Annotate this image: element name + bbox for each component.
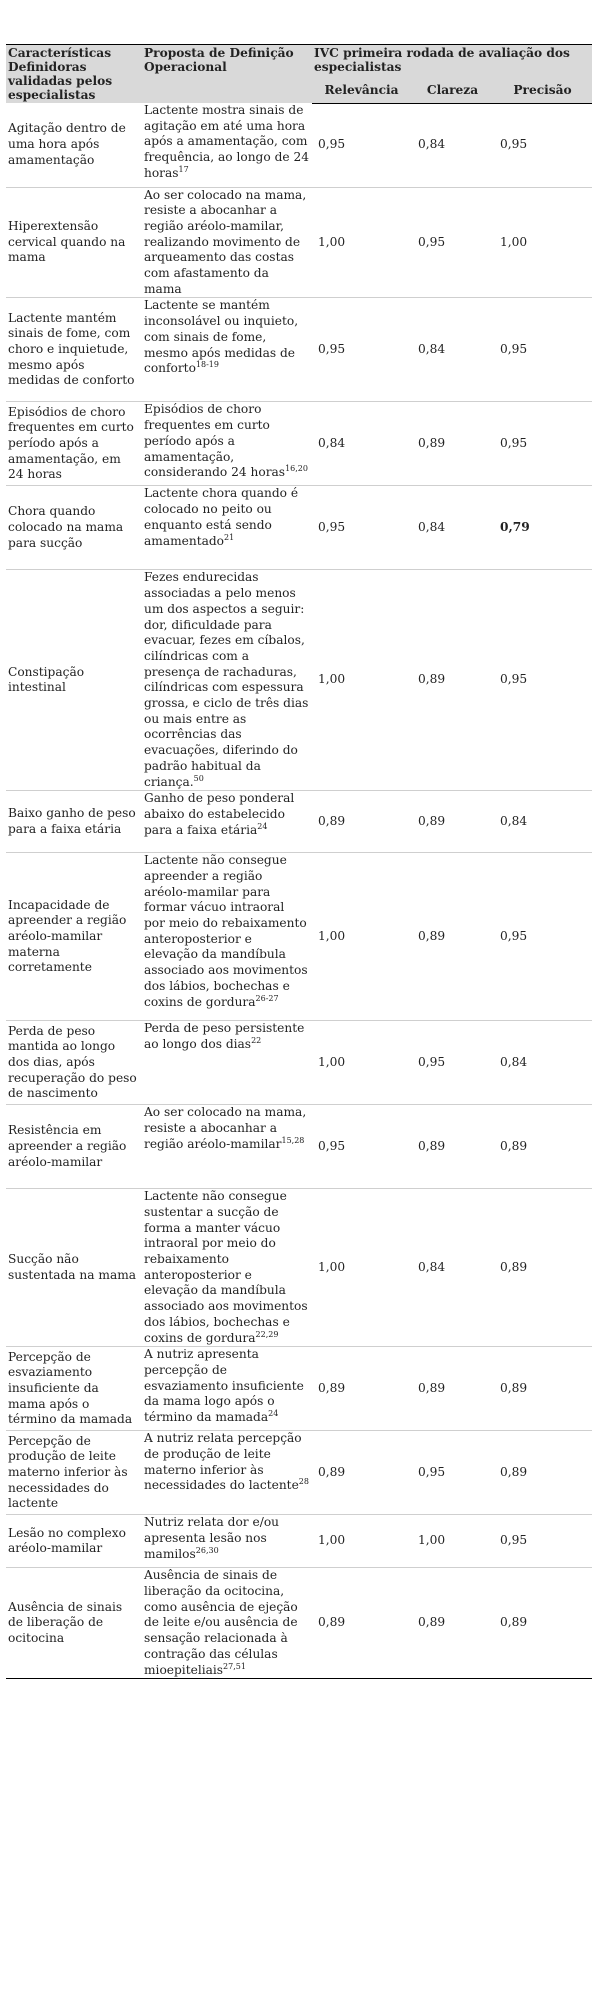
reference-superscript: 24	[268, 1409, 279, 1419]
header-clarity: Clareza	[412, 81, 494, 103]
definition-text: Lactente mostra sinais de agitação em até uma hora após a amamentação, com frequência, ao longo de 24 horas	[144, 103, 309, 180]
cell-characteristic: Resistência em apreender a região aréolo-mamilar	[6, 1105, 142, 1189]
reference-superscript: 16,20	[285, 464, 308, 474]
definition-text: Ao ser colocado na mama, resiste a abocanhar a região aréolo-mamilar, realizando movimento de arqueamento das costas com afastamento da mama	[144, 187, 307, 296]
cell-clarity: 0,89	[412, 791, 494, 853]
definition-text: A nutriz relata percepção de produção de leite materno inferior às necessidades do lactente	[144, 1431, 302, 1493]
reference-superscript: 26,30	[195, 1545, 219, 1555]
cell-relevance: 0,95	[312, 1105, 412, 1189]
table-row	[6, 1189, 592, 1347]
cell-characteristic: Incapacidade de apreender a região aréolo-mamilar materna corretamente	[6, 853, 142, 1021]
cell-relevance: 0,84	[312, 402, 412, 486]
header-characteristics: Características Definidoras validadas pelos especialistas	[6, 45, 142, 104]
cell-relevance: 1,00	[312, 1515, 412, 1568]
reference-superscript: 26-27	[255, 993, 279, 1003]
cell-characteristic: Lactente mantém sinais de fome, com choro e inquietude, mesmo após medidas de conforto	[6, 298, 142, 402]
cell-characteristic: Lesão no complexo aréolo-mamilar	[6, 1515, 142, 1568]
cell-clarity: 0,95	[412, 1021, 494, 1105]
cell-clarity: 0,89	[412, 853, 494, 1021]
cell-definition	[142, 1347, 312, 1431]
cell-relevance: 1,00	[312, 1021, 412, 1105]
reference-superscript: 22,29	[255, 1329, 279, 1339]
cell-precision: 0,89	[494, 1347, 592, 1431]
reference-superscript: 50	[193, 773, 204, 783]
reference-superscript: 18-19	[195, 360, 219, 370]
cell-definition	[142, 486, 312, 570]
reference-superscript: 22	[251, 1035, 262, 1045]
cell-relevance: 1,00	[312, 853, 412, 1021]
cell-clarity: 0,84	[412, 1189, 494, 1347]
ivc-table-container	[6, 44, 592, 1679]
cell-relevance: 0,95	[312, 103, 412, 187]
cell-characteristic: Episódios de choro frequentes em curto período após a amamentação, em 24 horas	[6, 402, 142, 486]
cell-relevance: 1,00	[312, 187, 412, 298]
cell-definition	[142, 1105, 312, 1189]
table-row	[6, 1431, 592, 1515]
table-row	[6, 298, 592, 402]
table-row	[6, 486, 592, 570]
cell-characteristic: Perda de peso mantida ao longo dos dias, após recuperação do peso de nascimento	[6, 1021, 142, 1105]
definition-text: Perda de peso persistente ao longo dos dias	[144, 1021, 305, 1051]
cell-definition	[142, 1021, 312, 1105]
definition-text: Fezes endurecidas associadas a pelo menos um dos aspectos a seguir: dor, dificuldade para evacuar, fezes em cíbalos, cilíndricas com a presença de rachaduras, cilíndricas com espessura grossa, e ciclo de três dias ou mais entre as ocorrências das evacuações, diferindo do padrão habitual da criança.	[144, 570, 309, 789]
cell-definition	[142, 402, 312, 486]
cell-relevance: 0,95	[312, 486, 412, 570]
cell-precision: 0,95	[494, 402, 592, 486]
definition-text: Nutriz relata dor e/ou apresenta lesão nos mamilos	[144, 1515, 280, 1561]
cell-definition	[142, 298, 312, 402]
cell-precision: 0,89	[494, 1568, 592, 1679]
table-row	[6, 1105, 592, 1189]
table-row	[6, 103, 592, 187]
cell-definition	[142, 791, 312, 853]
cell-relevance: 0,89	[312, 1568, 412, 1679]
header-relevance: Relevância	[312, 81, 412, 103]
cell-clarity: 0,89	[412, 1347, 494, 1431]
cell-precision: 0,95	[494, 103, 592, 187]
cell-clarity: 0,95	[412, 1431, 494, 1515]
reference-superscript: 17	[178, 164, 189, 174]
cell-characteristic: Ausência de sinais de liberação de ocitocina	[6, 1568, 142, 1679]
reference-superscript: 24	[257, 821, 268, 831]
cell-definition	[142, 570, 312, 791]
table-row	[6, 1568, 592, 1679]
table-row	[6, 1347, 592, 1431]
definition-text: Episódios de choro frequentes em curto período após a amamentação, considerando 24 horas	[144, 402, 286, 480]
table-row	[6, 1515, 592, 1568]
definition-text: Ganho de peso ponderal abaixo do estabelecido para a faixa etária	[144, 791, 295, 837]
cell-characteristic: Chora quando colocado na mama para sucção	[6, 486, 142, 570]
cell-precision: 0,89	[494, 1189, 592, 1347]
cell-precision: 0,95	[494, 298, 592, 402]
cell-precision: 0,95	[494, 853, 592, 1021]
cell-definition	[142, 187, 312, 298]
definition-text: Lactente não consegue sustentar a sucção de forma a manter vácuo intraoral por meio do rebaixamento anteroposterior e elevação da mandíbula associado aos movimentos dos lábios, bochechas e coxins de gordura	[144, 1189, 308, 1345]
cell-characteristic: Percepção de produção de leite materno inferior às necessidades do lactente	[6, 1431, 142, 1515]
table-body	[6, 103, 592, 1679]
cell-definition	[142, 1189, 312, 1347]
cell-relevance: 1,00	[312, 1189, 412, 1347]
cell-definition	[142, 103, 312, 187]
cell-relevance: 0,95	[312, 298, 412, 402]
cell-precision: 0,89	[494, 1105, 592, 1189]
ivc-table	[6, 44, 592, 1679]
cell-characteristic: Agitação dentro de uma hora após amamentação	[6, 103, 142, 187]
table-row	[6, 791, 592, 853]
definition-text: Lactente não consegue apreender a região aréolo-mamilar para formar vácuo intraoral por meio do rebaixamento anteroposterior e elevação da mandíbula associado aos movimentos dos lábios, bochechas e coxins de gordura	[144, 853, 308, 1009]
reference-superscript: 27,51	[223, 1661, 246, 1671]
cell-characteristic: Constipação intestinal	[6, 570, 142, 791]
header-ivc: IVC primeira rodada de avaliação dos especialistas	[312, 45, 592, 81]
cell-characteristic: Percepção de esvaziamento insuficiente da mama após o término da mamada	[6, 1347, 142, 1431]
cell-definition	[142, 1515, 312, 1568]
definition-text: A nutriz apresenta percepção de esvaziamento insuficiente da mama logo após o término da mamada	[144, 1347, 304, 1425]
cell-clarity: 0,89	[412, 402, 494, 486]
cell-clarity: 0,95	[412, 187, 494, 298]
cell-precision: 0,79	[494, 486, 592, 570]
cell-precision: 0,84	[494, 1021, 592, 1105]
cell-clarity: 0,84	[412, 298, 494, 402]
cell-clarity: 0,89	[412, 1568, 494, 1679]
cell-precision: 0,95	[494, 570, 592, 791]
cell-clarity: 0,89	[412, 570, 494, 791]
table-row	[6, 402, 592, 486]
cell-precision: 0,95	[494, 1515, 592, 1568]
definition-text: Lactente se mantém inconsolável ou inquieto, com sinais de fome, mesmo após medidas de conforto	[144, 298, 299, 376]
cell-definition	[142, 1431, 312, 1515]
reference-superscript: 21	[224, 532, 235, 542]
header-definition: Proposta de Definição Operacional	[142, 45, 312, 104]
table-row	[6, 570, 592, 791]
definition-text: Ao ser colocado na mama, resiste a abocanhar a região aréolo-mamilar	[144, 1105, 307, 1151]
definition-text: Ausência de sinais de liberação da ocitocina, como ausência de ejeção de leite e/ou ausência de sensação relacionada à contração das células mioepiteliais	[144, 1568, 298, 1677]
definition-text: Lactente chora quando é colocado no peito ou enquanto está sendo amamentado	[144, 486, 299, 548]
cell-definition	[142, 1568, 312, 1679]
cell-precision: 1,00	[494, 187, 592, 298]
cell-precision: 0,89	[494, 1431, 592, 1515]
cell-relevance: 0,89	[312, 1347, 412, 1431]
table-row	[6, 853, 592, 1021]
table-row	[6, 1021, 592, 1105]
cell-relevance: 0,89	[312, 1431, 412, 1515]
cell-clarity: 0,89	[412, 1105, 494, 1189]
cell-characteristic: Sucção não sustentada na mama	[6, 1189, 142, 1347]
cell-relevance: 1,00	[312, 570, 412, 791]
cell-definition	[142, 853, 312, 1021]
cell-characteristic: Baixo ganho de peso para a faixa etária	[6, 791, 142, 853]
table-header	[6, 45, 592, 104]
header-precision: Precisão	[494, 81, 592, 103]
cell-relevance: 0,89	[312, 791, 412, 853]
table-row	[6, 187, 592, 298]
cell-characteristic: Hiperextensão cervical quando na mama	[6, 187, 142, 298]
cell-clarity: 0,84	[412, 486, 494, 570]
reference-superscript: 28	[298, 1477, 309, 1487]
cell-precision: 0,84	[494, 791, 592, 853]
reference-superscript: 15,28	[281, 1135, 305, 1145]
cell-clarity: 1,00	[412, 1515, 494, 1568]
cell-clarity: 0,84	[412, 103, 494, 187]
